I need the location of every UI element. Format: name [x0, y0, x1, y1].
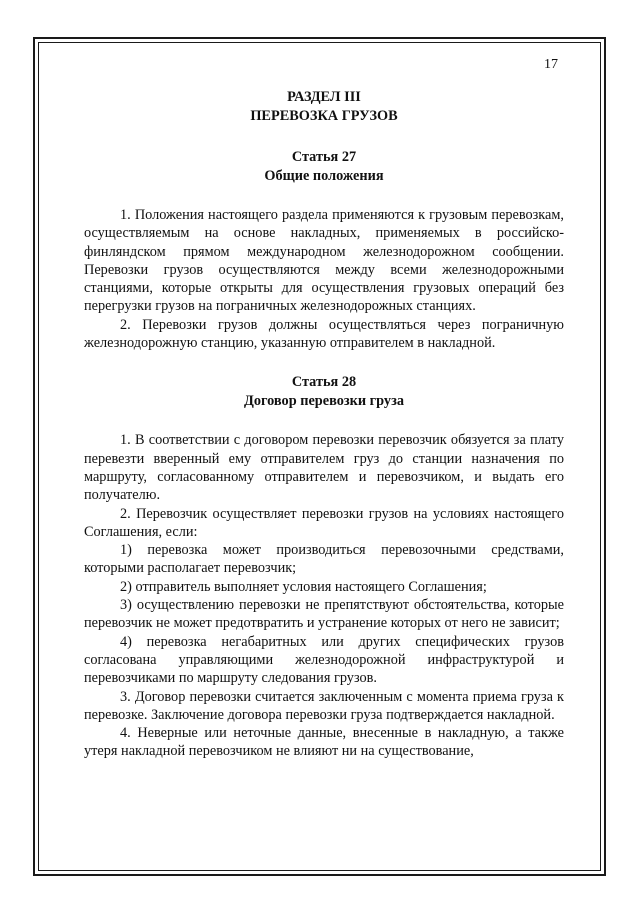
article-28-heading — [84, 373, 564, 411]
list-item: 1) перевозка может производиться перевозочными средствами, которыми располагает перевозчик; — [84, 542, 564, 577]
article-title: Общие положения — [264, 168, 384, 184]
list-item: 3) осуществлению перевозки не препятствуют обстоятельства, которые перевозчик не может предотвратить и устранение которых от него не зависит; — [84, 597, 564, 632]
article-number: Статья 27 — [291, 149, 357, 165]
list-item: 4) перевозка негабаритных или других специфических грузов согласована управляющими железнодорожной инфраструктурой и перевозчиками по маршруту следования грузов. — [84, 633, 564, 687]
list-item: 2) отправитель выполняет условия настоящего Соглашения; — [120, 578, 487, 595]
article-27-heading — [84, 148, 564, 186]
section-number: РАЗДЕЛ III — [287, 89, 361, 105]
article-title: Договор перевозки груза — [244, 393, 404, 410]
section-title: ПЕРЕВОЗКА ГРУЗОВ — [250, 108, 398, 124]
paragraph: 2. Перевозки грузов должны осуществляться через пограничную железнодорожную станцию, указанную отправителем в накладной. — [84, 316, 564, 352]
article-27-body — [84, 206, 564, 352]
paragraph: 4. Неверные или неточные данные, внесенные в накладную, а также утеря накладной перевозчиком не влияют ни на существование, — [84, 725, 564, 760]
article-28-body — [84, 431, 564, 760]
document-body — [84, 88, 564, 761]
article-number: Статья 28 — [291, 374, 357, 391]
paragraph: 1. В соответствии с договором перевозки перевозчик обязуется за плату перевезти вверенный ему отправителем груз до станции назначения по маршруту, согласованному отправителем и перевозчиком, и выдать его получателю. — [84, 432, 564, 504]
paragraph: 3. Договор перевозки считается заключенным с момента приема груза к перевозке. Заключение договора перевозки груза подтверждается накладной. — [84, 688, 564, 723]
section-heading — [84, 88, 564, 126]
page-number: 17 — [544, 57, 558, 72]
paragraph: 2. Перевозчик осуществляет перевозки грузов на условиях настоящего Соглашения, если: — [84, 505, 564, 540]
paragraph: 1. Положения настоящего раздела применяются к грузовым перевозкам, осуществляемым на основе накладных, применяемых в российско-финляндском прямом международном железнодорожном сообщении. Перевозки грузов осуществляются между всеми железнодорожными станциями, которые открыты для осуществления грузовых операций без перегрузки грузов на пограничных железнодорожных станциях. — [84, 207, 564, 315]
